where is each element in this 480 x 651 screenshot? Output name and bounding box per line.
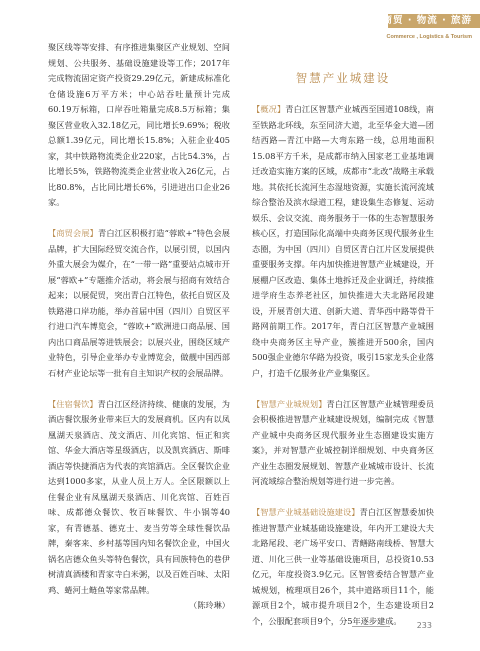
running-header: [348, 0, 480, 52]
right-column: [252, 70, 434, 629]
trade-tag: 【商贸会展】: [48, 228, 98, 238]
section-title: 智慧产业城建设: [295, 71, 391, 85]
catering-paragraph: [48, 397, 230, 599]
author-credit: （陈玲琳）: [189, 600, 230, 610]
header-title: 商贸 · 物流 · 旅游: [382, 15, 472, 26]
planning-paragraph: [252, 397, 434, 490]
page-number: 233: [416, 621, 432, 630]
planning-tag: 【智慧产业城规划】: [252, 398, 327, 409]
planning-text: 青白江区智慧产业城管理委员会积极推进智慧产业城建设规划，编制完成《智慧产业城中央商务区现代服务业生态圈建设实施方案》，并对智慧产业城控制详细规划、中央商务区产业生态圈发展规划、智慧产业城城市设计、长流河流域综合整治规划等进行进一步完善。: [252, 398, 434, 486]
overview-text: 青白江区智慧产业城西至国道108线，南至铁路北环线，东至同济大道，北至华金大道—团结西路—青江中路—大弯东路一线，总用地面积15.08平方千米，是成都市纳入国家老工业基地调迁改造实施方案的区域，成都市“北改”战略主承载地。其依托长流河生态湿地资源，实施长流河流域综合整治及滨水绿道工程，建设集生态修复、运动娱乐、会议交流、商务服务于一体的生态智慧服务核心区，打造国际化高端中央商务区现代服务业生态圈，为中国（四川）自贸区青白江片区发展提供重要服务支撑。年内加快推进智慧产业城建设，开展棚户区改造、集体土地拆迁及企业调迁，持续推进学府生态养老社区，加快推进大夫北路尾段建设，开展青创大道、创新大道、青华西中路等骨干路网前期工作。2017年，青白江区智慧产业城围绕中央商务区主导产业，簇推进开500余，国内500强企业德尔华路为投资，吸引15家龙头企业落户，打造千亿服务业产业集聚区。: [252, 104, 434, 378]
intro-paragraph: 聚区线等等安排、有序推进集聚区产业规划、空间规划、公共服务、基础设施建设等工作；2017年完成物流固定资产投资29.29亿元，新建成标准化仓储设施6万平方米；中心站吞吐量预计完成60.19万标箱，口岸吞吐箱量完成8.5万标箱；集聚区营业收入32.18亿元，同比增长9.69%；税收总额1.39亿元，同比增长15.8%；入驻企业405家，其中铁路物流类企业220家，占比54.3%，占比增长5%，铁路物流类企业营业收入26亿元，占比80.8%，占比同比增长6%，引进进出口企业26家。: [48, 42, 230, 207]
infrastructure-tag: 【智慧产业城基础设施建设】: [252, 507, 360, 517]
left-column: [48, 40, 230, 614]
infrastructure-text: 青白江区智慧委加快推进智慧产业城基础设施建设，年内开工建设大夫北路尾段、老广场平安口、青鳝路南线桥、智慧大道、川化三供一业等基础设施项目，总投资10.53亿元，年度投资3.9亿元。区智管委结合智慧产业城规划，梳理项目26个，其中道路项目11个，能源项目2个，城市提升项目2个，生态建设项目2个，公服配套项目9个，分5年逐步建成。: [252, 507, 434, 626]
overview-paragraph: [252, 102, 434, 381]
catering-text: 青白江区经济持续、健康的发展，为酒店餐饮服务业带来巨大的发展商机。区内有以凤凰湖天泉酒店、茂文酒店、川化宾馆、恒正和宾馆、华金大酒店等星级酒店，以及凯宾酒店、斯啡酒店等快捷酒店为代表的宾馆酒店。全区餐饮企业达到1000多家，从业人员上万人。全区限额以上住餐企业有凤凰湖天泉酒店、川化宾馆、百姓百味、成都德众餐饮、牧百味餐饮、牛小锅等40家，有青德基、德克士、麦当劳等全球性餐饮品牌，秦客来、乡村基等国内知名餐饮企业，中国火锅名店德众鱼头等特色餐饮，具有回族特色的巷伊树清真酒楼和青家寺白米粥，以及百姓百味、太阳鸡、蜷河土鲢鱼等家常品牌。: [48, 398, 230, 595]
trade-paragraph: [48, 226, 230, 381]
overview-tag: 【概况】: [252, 104, 286, 114]
infrastructure-paragraph: [252, 505, 434, 629]
header-subtitle: Commerce , Logistics & Tourism: [386, 34, 472, 40]
trade-text: 青白江区积极打造“蓉欧+”特色会展品牌，扩大国际经贸交流合作，以展引贸，以国内外重大展会为媒介，在“一带一路”重要站点城市开展“蓉欧+”专题推介活动，将会展与招商有效结合起来；以展促贸，突出青白江特色，依托自贸区及铁路港口岸功能，举办首届中国（四川）自贸区平行进口汽车博览会，“蓉欧+”欧洲进口商品展、国内出口商品展等进铁展会；以展兴业，围绕区域产业特色，引导企业举办专业博览会，做靓中国西部石材产业论坛等一批有自主知识产权的会展品牌。: [48, 228, 230, 378]
page-number-rule: [352, 626, 390, 627]
catering-tag: 【住宿餐饮】: [48, 398, 98, 409]
